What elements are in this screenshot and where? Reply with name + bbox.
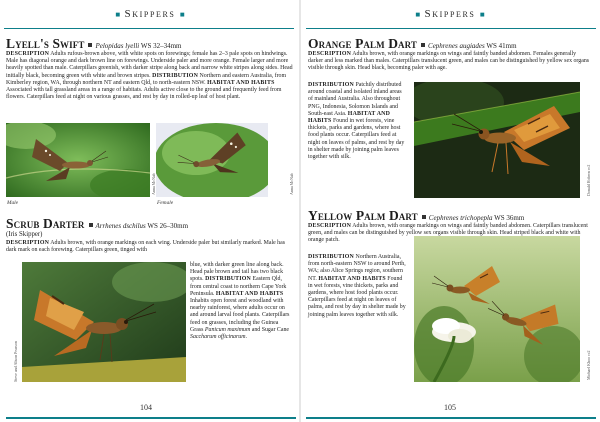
square-bullet-icon (421, 43, 425, 47)
square-bullet-icon (89, 223, 93, 227)
running-head-text: Skippers (424, 8, 476, 20)
wingspan: WS 41mm (486, 42, 517, 50)
photo-credit-lyell-1: Anna McNab (289, 173, 294, 195)
species-name: Yellow Palm Dart (308, 208, 418, 223)
header-rule (306, 28, 596, 29)
species-name: Lyell's Swift (6, 36, 85, 51)
photo-lyells-swift-female (156, 123, 268, 197)
scrub-darter-text-top: DESCRIPTION Adults brown, with orange markings on each wing. Underside paler but similarly marked. Male has dark mark on each forewing. Caterpillars green, tinged with (6, 240, 286, 254)
caption-female: Female (157, 200, 174, 206)
right-page (300, 0, 600, 422)
photo-credit-yellow: Michael Khoo cc2 (586, 350, 591, 380)
wingspan: WS 32–34mm (140, 42, 182, 50)
photo-lyells-swift-male (6, 123, 150, 197)
footer-rule-left (6, 417, 296, 419)
page-number-right: 105 (444, 403, 456, 412)
orange-palm-dart-text-top: DESCRIPTION Adults brown, with orange markings on wings and faintly banded abdomen. Females generally darker and less marked than males. Caterpillars translucent green, and males can be distinguished by yellow sex organs visible through skin. Head black, becoming paler with age. (308, 51, 590, 72)
page-number-left: 104 (140, 403, 152, 412)
scientific-name: Pelopidas lyelli (95, 42, 140, 50)
photo-yellow-palm-dart (414, 236, 580, 382)
photo-credit-scrub: Steve and Alison Pearson (13, 341, 18, 382)
scientific-name: Cephrenes trichopepla (428, 214, 493, 222)
alternate-name: (Iris Skipper) (6, 231, 43, 238)
orange-palm-dart-text-column: DISTRIBUTION Patchily distributed around coastal and isolated inland areas of mainland Australia. Also throughout PNG, Indonesia, Solomon Islands and South-east Asia. HABITAT AND HABITS Found in wet forests, vine thickets, parks and gardens, where host food plants occur. Caterpillars feed at night on leaves of palms, and rest by day in shelter made by joining palm leaves together with silk. (308, 82, 405, 161)
caption-male: Male (7, 200, 19, 206)
species-name: Scrub Darter (6, 216, 85, 231)
photo-scrub-darter (22, 262, 186, 382)
species-name: Orange Palm Dart (308, 36, 418, 51)
wingspan: WS 36mm (494, 214, 525, 222)
square-bullet-icon (422, 215, 426, 219)
species-heading-orange-palm-dart (308, 36, 517, 52)
square-bullet-icon (88, 43, 92, 47)
running-head-right: ■ Skippers ■ (415, 8, 485, 20)
photo-credit-lyell-2: Anna McNab (151, 173, 156, 195)
species-heading-scrub-darter (6, 216, 188, 232)
footer-rule-right (306, 417, 596, 419)
header-rule (4, 28, 294, 29)
wingspan: WS 26–30mm (147, 222, 189, 230)
yellow-palm-dart-text-column: DISTRIBUTION Northern Australia, from north-eastern NSW to around Perth, WA; also Alice Springs region, southern NT. HABITAT AND HABITS Found in wet forests, vine thickets, parks and gardens, where host food plants occur. Caterpillars feed at night on leaves of palms, and rest by day in shelter made by joining palm leaves together with silk. (308, 254, 406, 318)
species-heading-yellow-palm-dart (308, 208, 524, 224)
scientific-name: Arrhenes dschilus (95, 222, 146, 230)
running-head-left: ■ Skippers ■ (115, 8, 185, 20)
photo-orange-palm-dart (414, 82, 580, 198)
species-heading-lyells-swift (6, 36, 181, 52)
scientific-name: Cephrenes augiades (428, 42, 485, 50)
lyells-swift-text: DESCRIPTION Adults rufous-brown above, with white spots on forewings; female has 2–3 pale spots on hindwings. Male has diagonal orange and dark brown line on forewings. Underside paler and more orange. Female larger and more heavily spotted than male. Caterpillars greenish, with darker stripe along back and narrow white stripes along sides. Head initially black, becoming green with white and brown stripes. DISTRIBUTION Northern and eastern Australia, from Kimberley region, WA, through northern NT and eastern Qld, to north-eastern NSW. HABITAT AND HABITS Associated with tall grassland areas in a range of habitats. Adults active close to the ground and frequently feed from flowers. Caterpillars feed at night on various grasses, and rest by day in rolled-up leaf of host plant. (6, 51, 293, 101)
running-head-text: Skippers (124, 8, 176, 20)
scrub-darter-text-column: blue, with darker green line along back. Head pale brown and tail has two black spots. DISTRIBUTION Eastern Qld, from central coast to northern Cape York Peninsula. HABITAT AND HABITS Inhabits open forest and woodland with nearby rainforest, where adults occur on and around larval food plants. Caterpillars feed on grasses, including the Guinea Grass Panicum maximum and Sugar Cane Saccharum officinarum. (190, 262, 290, 341)
yellow-palm-dart-text-top: DESCRIPTION Adults brown, with orange markings on wings and faintly banded abdomen. Caterpillars translucent green, and males can be distinguished by yellow sex organs visible through skin. Head striped black and white with orange patch. (308, 223, 588, 244)
photo-credit-orange: Donald Hobern cc2 (586, 164, 591, 196)
